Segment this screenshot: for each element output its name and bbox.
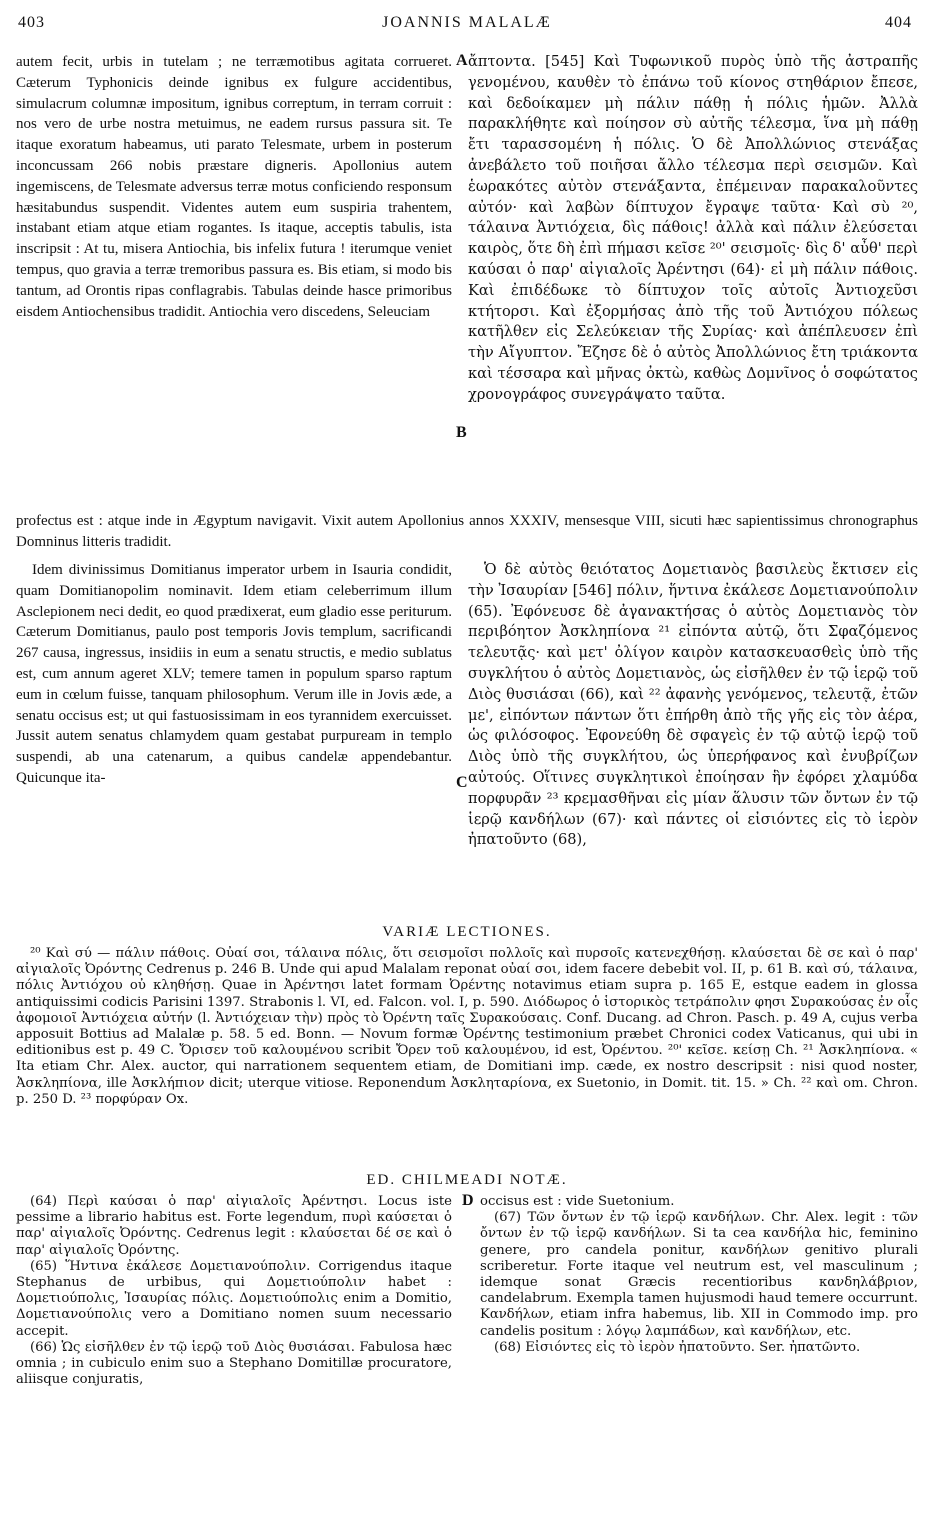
note-67: (67) Τῶν ὄντων ἐν τῷ ἱερῷ κανδήλων. Chr. Alex. legit : τῶν ὄντων ἐν τῷ ἱερῷ κανδήλων. Si ta cea κανδήλα hic, feminino genere, pro candela ponitur, κανδήλων genitivo plurali scriberetur. Forte itaque vel neutrum est, vel masculinum ; idemque sonat Græcis recentioribus κανδηλάβριον, candelabrum. Exempla tamen hujusmodi haud temere occurrunt. Κανδήλων, etiam infra habemus, lib. XII in Commodo imp. pro candelis positum : λόγῳ λαμπάδων, καὶ κανδήλων, etc. bbox=[480, 1210, 918, 1339]
note-68: (68) Εἰσιόντες εἰς τὸ ἱερὸν ἠπατοῦντο. Ser. ἠπατῶντο. bbox=[494, 1339, 861, 1355]
notae-right-column bbox=[480, 1194, 918, 1534]
greek-column-top bbox=[468, 52, 918, 507]
margin-letter-c: C bbox=[456, 774, 468, 791]
margin-letter-b: B bbox=[456, 424, 467, 441]
margin-letter-d: D bbox=[462, 1192, 474, 1209]
notae-left-column bbox=[16, 1194, 452, 1534]
running-header bbox=[10, 10, 924, 38]
latin-column-top bbox=[16, 52, 452, 507]
full-width-line bbox=[16, 511, 918, 555]
note-64: (64) Περὶ καύσαι ὁ παρ' αἰγιαλοῖς Ἀρέντησι. Locus iste pessime a librario habitus est. Forte legendum, πυρὶ καύσεται ὁ παρ' αἰγιαλοῖς Ὀρόντης. Cedrenus legit : κλαύσεται δέ σε καὶ ὁ παρ' αἰγιαλοῖς Ὀρόντης. bbox=[16, 1194, 452, 1258]
margin-letter-a: A bbox=[456, 52, 468, 69]
latin-text-mid: Idem divinissimus Domitianus imperator urbem in Isauria condidit, quam Domitianopolim nominavit. Idem etiam celeberrimum illum Asclepionem neci dedit, eo quod prædixerat, eum gladio esse periturum. Cæterum Domitianus, paulo post temporis Jovis templum, sacrificandi 267 causa, ingressus, insidiis in eum a senatu structis, e medio sublatus est, cum annum ageret XLV; temere tamen in populum sparso raptum eum in cœlum fuisse, tanquam philosophum. Verum ille in Jovis æde, a senatu occisus est; ut qui fastuosissimam in eos tyrannidem exercuisset. Jussit autem senatus chlamydem quam gestabat purpuream in templo suspendi, ab una catenarum, a quibus candelæ appendebantur. Quicunque ita- bbox=[16, 562, 452, 786]
page-number-right: 404 bbox=[885, 14, 912, 31]
variae-text: ²⁰ Καὶ σύ — πάλιν πάθοις. Οὐαί σοι, τάλαινα πόλις, ὅτι σεισμοῖσι πολλοῖς καὶ πυρσοῖς κατενεχθήσῃ. κλαύσεται δὲ σε καὶ ὁ παρ' αἰγιαλοῖς Ὀρόντης Cedrenus p. 246 B. Unde qui apud Malalam reponat οὐαί σοι, idem facere debebit vol. II, p. 61 B. καὶ σύ, τάλαινα, πόλις Ἀντιόχου οὐ κληθήσῃ. Quae in Ἀρέντησι latet formam Ὀρέντης notavimus etiam supra p. 165 E, estque eadem in glossa antiquissimi codicis Parisini 1397. Strabonis l. VI, ed. Falcon. vol. I, p. 590. Διόδωρος ὁ ἱστορικὸς τετράπολιν φησι Συρακούσας ἐν οἷς ἀφομοιοῖ Ἀντιόχεια αὐτήν (l. Ἀντιόχειαν τὴν) πρὸς τὸ Ὀρέντη ταῖς Συρακούσαις. Conf. Ducang. ad Chron. Pasch. p. 49 A, cujus verba apposuit Bottius ad Malalæ p. 58. 5 ed. Bonn. — Novum formæ Ὀρέντης testimonium præbet Chronici codex Vaticanus, qui ubi in editionibus est p. 49 C. Ὄρισεν τοῦ καλουμένου scribit Ὄρεν τοῦ καλουμένου, id est, Ὀρέντου. ²⁰' κεῖσε. κείσῃ Ch. ²¹ Ἀσκληπίονα. « Ita etiam Chr. Alex. auctor, qui narrationem sequentem etiam, de Domitiani imp. cæde, ex nostro descripsit : nisi quod noster, Ἀσκληπίονα, ille Ἀσκλήπιον dicit; uterque vitiose. Reponendum Ἀσκληταρίονα, ex Suetonio, in Domit. tit. 15. » Ch. ²² καὶ om. Chron. p. 250 D. ²³ πορφύραν Ox. bbox=[16, 946, 918, 1107]
running-title: JOANNIS MALALÆ bbox=[382, 14, 552, 31]
note-66: (66) Ὡς εἰσῆλθεν ἐν τῷ ἱερῷ τοῦ Διὸς θυσιάσαι. Fabulosa hæc omnia ; in cubiculo enim suo a Stephano Domitillæ procuratore, aliisque conjuratis, bbox=[16, 1339, 452, 1388]
full-width-text: profectus est : atque inde in Ægyptum navigavit. Vixit autem Apollonius annos XXXIV, mensesque VIII, sicuti hæc sapientissimus chronographus Domninus litteris tradidit. bbox=[16, 513, 918, 550]
notae-title: ED. CHILMEADI NOTÆ. bbox=[366, 1172, 568, 1188]
note-65: (65) Ἥντινα ἐκάλεσε Δομετιανούπολιν. Corrigendus itaque Stephanus de urbibus, qui Δομετιούπολιν habet : Δομετιούπολις, Ἰσαυρίας πόλις. Δομετιούπολις enim a Domitio, Δομετιανούπολις vero a Domitiano nomen suum necessario accepit. bbox=[16, 1258, 452, 1339]
latin-text-top: autem fecit, urbis in tutelam ; ne terræmotibus agitata corrueret. Cæterum Typhonicis deinde ignibus ex fulgure accidentibus, simulacrum columnæ impositum, ignibus correptum, in terram corruit : nos vero de urbe nostra metuimus, ne eadem rursus passura sit. Te itaque exoratum habeamus, uti parato Telesmate, urbem in posterum inconcussam 266 nobis præstare digneris. Apollonius autem ingemiscens, de Telesmate adversus terræ motus conficiendo responsum hæsitabundus suspendit. Videntes autem eum suspiria trahentem, instabant etiam atque etiam rogantes. Is itaque, acceptis tabulis, ista inscripsit : At tu, misera Antiochia, bis infelix futura ! iterumque veniet tempus, quo gravia a terræ tremoribus passura es. Bis etiam, si modo bis tantum, ad Orontis ripas conflagrabis. Tabulas deinde hasce primoribus eisdem Antiochensibus tradidit. Antiochia vero discedens, Seleuciam bbox=[16, 54, 452, 320]
greek-column-mid bbox=[468, 560, 918, 915]
variae-lectiones bbox=[16, 946, 918, 1166]
page-number-left: 403 bbox=[18, 14, 45, 31]
variae-title: VARIÆ LECTIONES. bbox=[382, 924, 552, 940]
greek-text-mid: Ὁ δὲ αὐτὸς θειότατος Δομετιανὸς βασιλεὺς ἔκτισεν εἰς τὴν Ἰσαυρίαν [546] πόλιν, ἥντινα ἐκάλεσε Δομετιανούπολιν (65). Ἐφόνευσε δὲ ἀγανακτήσας ὁ αὐτὸς Δομετιανὸς τὸν περιβόητον Ἀσκληπίονα ²¹ εἰπόντα αὐτῷ, ὅτι Σφαζόμενος τελευτᾷς· καὶ μετ' ὀλίγον καιρὸν κατασκευασθεὶς ὑπὸ τῆς συγκλήτου ὁ αὐτὸς Δομετιανὸς, ὡς εἰσῆλθεν ἐν τῷ ἱερῷ τοῦ Διὸς θυσιάσαι (66), καὶ ²² ἀφανὴς γενόμενος, τελευτᾷ, ἐτῶν με', εἰπόντων πάντων ὅτι ἐπήρθη ἀπὸ τῆς γῆς εἰς τὸν ἀέρα, ὡς φιλόσοφος. Ἐφονεύθη δὲ σφαγεὶς ἐν τῷ αὐτῷ ἱερῷ τοῦ Διὸς ὑπὸ τῆς συγκλήτου, ὡς ὑπερήφανος καὶ ἐνυβρίζων αὐτούς. Οἵτινες συγκλητικοὶ ἐποίησαν ἣν ἐφόρει χλαμύδα πορφυρᾶν ²³ κρεμασθῆναι εἰς μίαν ἅλυσιν τῶν ὄντων ἐν τῷ ἱερῷ κανδήλων (67)· καὶ πάντες οἱ εἰσιόντες εἰς τὸ ἱερὸν ἠπατοῦντο (68), bbox=[468, 561, 918, 849]
greek-text-top: ἄπτοντα. [545] Καὶ Τυφωνικοῦ πυρὸς ὑπὸ τῆς ἀστραπῆς γενομένου, καυθὲν τὸ ἐπάνω τοῦ κίονος στηθάριον ἔπεσε, καὶ δεδοίκαμεν μὴ πάλιν πάθῃ ἡ πόλις ἡμῶν. Ἀλλὰ παρακλήθητε καὶ ποίησον σὺ αὐτῆς τέλεσμα, ἵνα μὴ πάθῃ ἔτι ταρασσομένη ἡ πόλις. Ὁ δὲ Ἀπολλώνιος στενάξας ἀνεβάλετο τοῦ ποιῆσαι ἄλλο τέλεσμα περὶ σεισμῶν. Καὶ ἑωρακότες αὐτὸν στενάξαντα, ἐπέμειναν παρακαλοῦντες αὐτόν· καὶ λαβὼν δίπτυχον ἔγραψε ταῦτα· Καὶ σὺ ²⁰, τάλαινα Ἀντιόχεια, δὶς πάθοις! ἀλλὰ καὶ πάλιν ἐλεύσεται καιρὸς, ὅτε δὴ ἐπὶ πήμασι κεῖσε ²⁰' σεισμοῖς· δὶς δ' αὖθ' περὶ καύσαι ὁ παρ' αἰγιαλοῖς Ἀρέντησι (64)· εἰ μὴ πάλιν πάθοις. Καὶ ἐπιδέδωκε τὸ δίπτυχον τοῖς αὐτοῖς Ἀντιοχεῦσι κτήτορσι. Καὶ ἐξορμήσας ἀπὸ τῆς τοῦ Ἀντιόχου πόλεως κατῆλθεν εἰς Σελεύκειαν τῆς Συρίας· καὶ ἀπέπλευσεν ἐπὶ τὴν Αἴγυπτον. Ἔζησε δὲ ὁ αὐτὸς Ἀπολλώνιος ἔτη τριάκοντα καὶ τέσσαρα καὶ μῆνας ὀκτὼ, καθὼς Δομνῖνος ὁ σοφώτατος χρονογράφος συνεγράψατο ταῦτα. bbox=[468, 53, 918, 403]
latin-column-mid bbox=[16, 560, 452, 915]
note-66-continued: occisus est : vide Suetonium. bbox=[480, 1194, 675, 1209]
